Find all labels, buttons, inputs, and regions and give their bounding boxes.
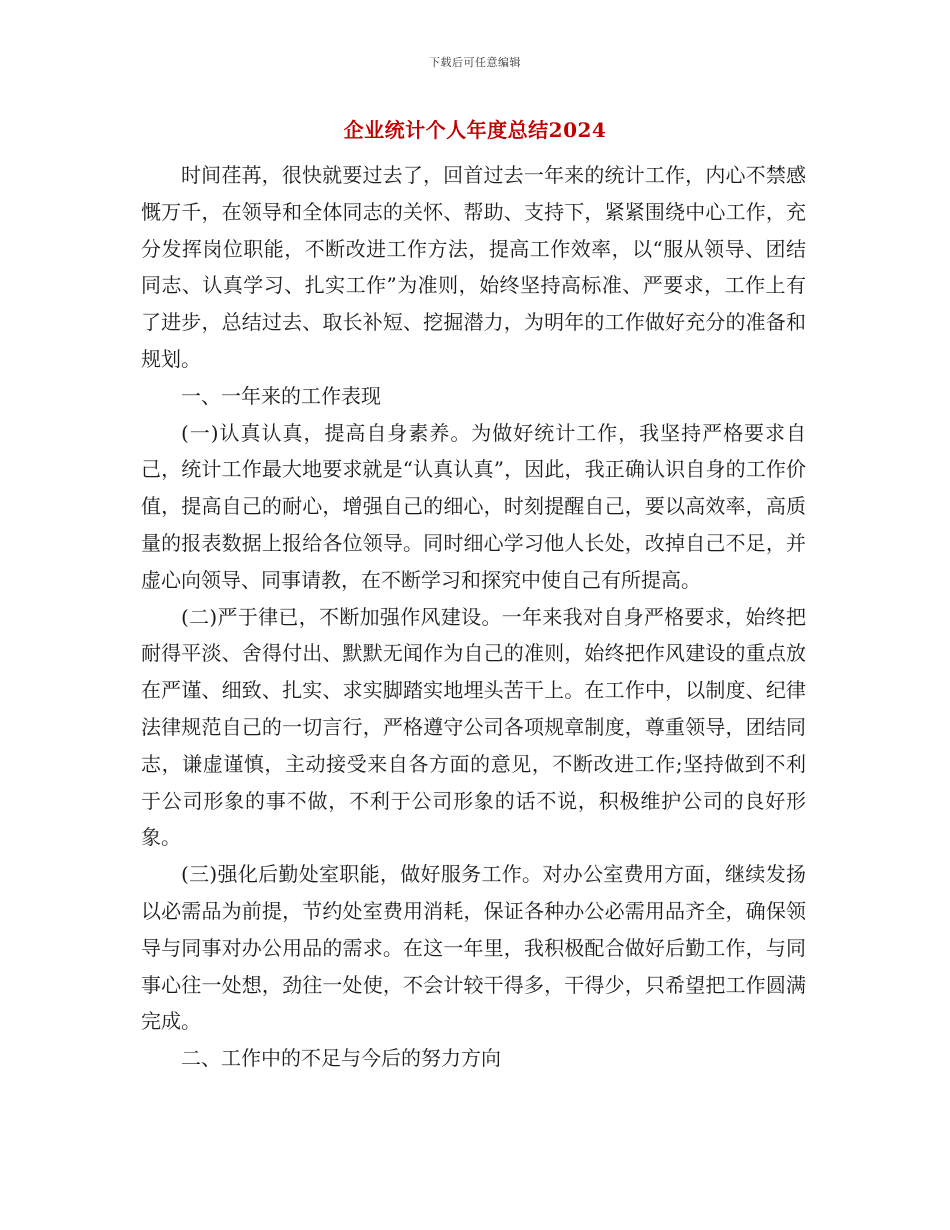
document-body [141,157,806,1077]
section-heading-2: 二、工作中的不足与今后的努力方向 [181,1046,501,1071]
section-heading-1: 一、一年来的工作表现 [181,383,381,408]
paragraph-item-3: (三)强化后勤处室职能，做好服务工作。对办公室费用方面，继续发扬以必需品为前提，节约处室费用消耗，保证各种办公必需用品齐全，确保领导与同事对办公用品的需求。在这一年里，我积极配合做好后勤工作，与同事心往一处想，劲往一处使，不会计较干得多，干得少，只希望把工作圆满完成。 [141,862,806,1034]
paragraph-item-2: (二)严于律已，不断加强作风建设。一年来我对自身严格要求，始终把耐得平淡、舍得付出、默默无闻作为自己的准则，始终把作风建设的重点放在严谨、细致、扎实、求实脚踏实地埋头苦干上。在工作中，以制度、纪律法律规范自己的一切言行，严格遵守公司各项规章制度，尊重领导，团结同志，谦虚谨慎，主动接受来自各方面的意见，不断改进工作;坚持做到不利于公司形象的事不做，不利于公司形象的话不说，积极维护公司的良好形象。 [141,604,806,850]
header-note: 下载后可任意编辑 [429,56,521,69]
document-title: 企业统计个人年度总结2024 [343,118,607,142]
paragraph-intro: 时间荏苒，很快就要过去了，回首过去一年来的统计工作，内心不禁感慨万千，在领导和全体同志的关怀、帮助、支持下，紧紧围绕中心工作，充分发挥岗位职能，不断改进工作方法，提高工作效率，以“服从领导、团结同志、认真学习、扎实工作”为准则，始终坚持高标准、严要求，工作上有了进步，总结过去、取长补短、挖掘潜力，为明年的工作做好充分的准备和规划。 [141,163,806,371]
paragraph-item-1: (一)认真认真，提高自身素养。为做好统计工作，我坚持严格要求自己，统计工作最大地要求就是“认真认真”，因此，我正确认识自身的工作价值，提高自己的耐心，增强自己的细心，时刻提醒自己，要以高效率，高质量的报表数据上报给各位领导。同时细心学习他人长处，改掉自己不足，并虚心向领导、同事请教，在不断学习和探究中使自己有所提高。 [141,420,806,592]
